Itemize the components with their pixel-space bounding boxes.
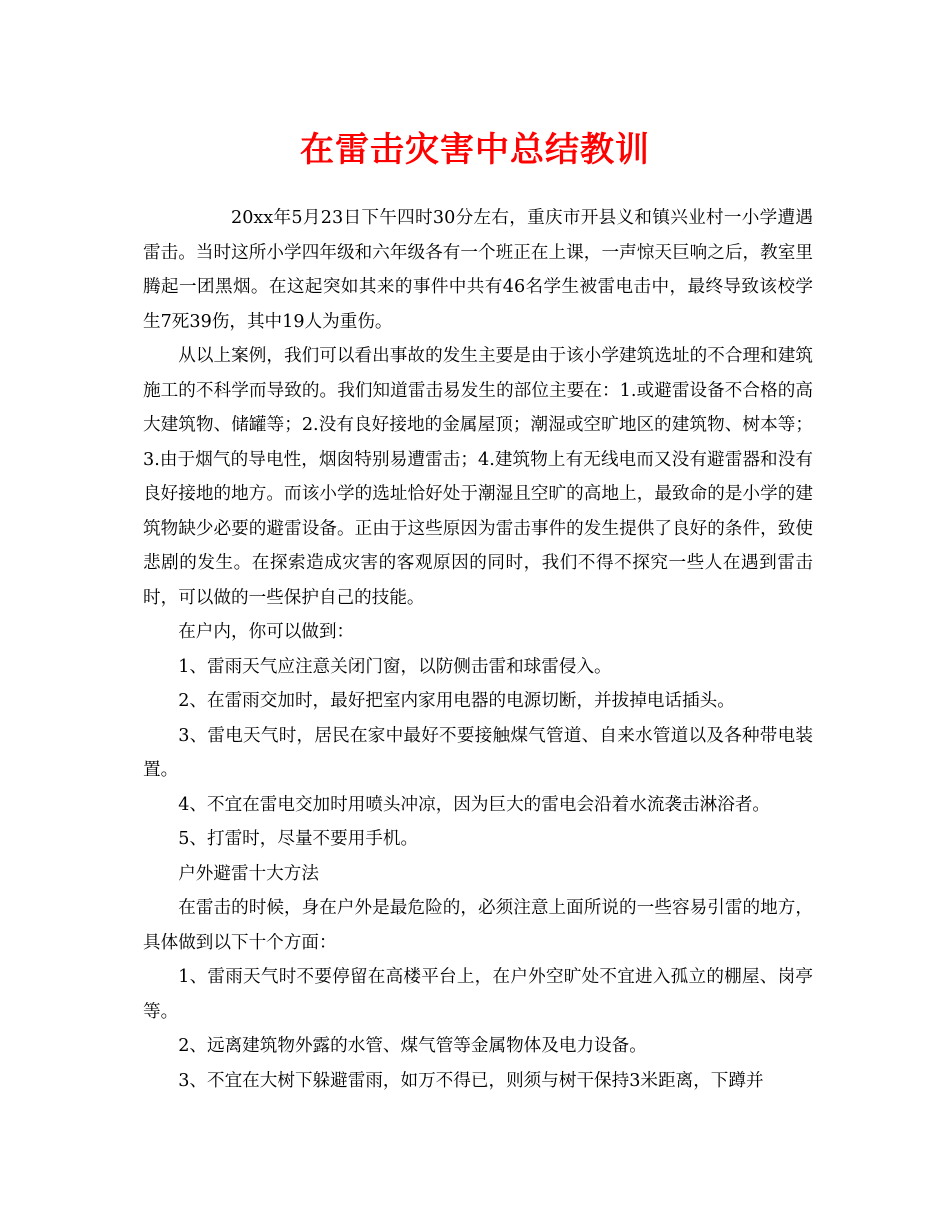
paragraph-outdoor-item-2: 2、远离建筑物外露的水管、煤气管等金属物体及电力设备。 [178, 1036, 647, 1056]
paragraph-outdoor-item-3: 3、不宜在大树下躲避雷雨，如万不得已，则须与树干保持3米距离，下蹲并 [178, 1070, 764, 1091]
paragraph-outdoor-heading: 户外避雷十大方法 [178, 863, 319, 884]
paragraph-outdoor-intro: 在雷击的时候，身在户外是最危险的，必须注意上面所说的一些容易引雷的地方，具体做到以下十个方面： [143, 898, 813, 953]
paragraph-indoor-item-4: 4、不宜在雷电交加时用喷头冲凉，因为巨大的雷电会沿着水流袭击淋浴者。 [178, 794, 770, 815]
paragraph-incident: 20xx年5月23日下午四时30分左右，重庆市开县义和镇兴业村一小学遭遇雷击。当时这所小学四年级和六年级各有一个班正在上课，一声惊天巨响之后，教室里腾起一团黑烟。在这起突如其来的事件中共有46名学生被雷电击中，最终导致该校学生7死39伤，其中19人为重伤。 [143, 208, 813, 332]
paragraph-outdoor-item-1: 1、雷雨天气时不要停留在高楼平台上，在户外空旷处不宜进入孤立的棚屋、岗亭等。 [143, 967, 813, 1022]
paragraph-indoor-item-3: 3、雷电天气时，居民在家中最好不要接触煤气管道、自来水管道以及各种带电装置。 [143, 725, 813, 780]
paragraph-indoor-item-1: 1、雷雨天气应注意关闭门窗，以防侧击雷和球雷侵入。 [178, 656, 612, 677]
document-body [143, 201, 813, 1098]
paragraph-indoor-heading: 在户内，你可以做到： [178, 622, 355, 642]
paragraph-indoor-item-5: 5、打雷时，尽量不要用手机。 [178, 829, 419, 849]
paragraph-indoor-item-2: 2、在雷雨交加时，最好把室内家用电器的电源切断，并拔掉电话插头。 [178, 691, 735, 711]
document-title: 在雷击灾害中总结教训 [300, 130, 650, 170]
paragraph-analysis: 从以上案例，我们可以看出事故的发生主要是由于该小学建筑选址的不合理和建筑施工的不科学而导致的。我们知道雷击易发生的部位主要在：1.或避雷设备不合格的高大建筑物、储罐等；2.没有良好接地的金属屋顶；潮湿或空旷地区的建筑物、树本等；3.由于烟气的导电性，烟囱特别易遭雷击；4.建筑物上有无线电而又没有避雷器和没有良好接地的地方。而该小学的选址恰好处于潮湿且空旷的高地上，最致命的是小学的建筑物缺少必要的避雷设备。正由于这些原因为雷击事件的发生提供了良好的条件，致使悲剧的发生。在探索造成灾害的客观原因的同时，我们不得不探究一些人在遇到雷击时，可以做的一些保护自己的技能。 [143, 346, 813, 608]
